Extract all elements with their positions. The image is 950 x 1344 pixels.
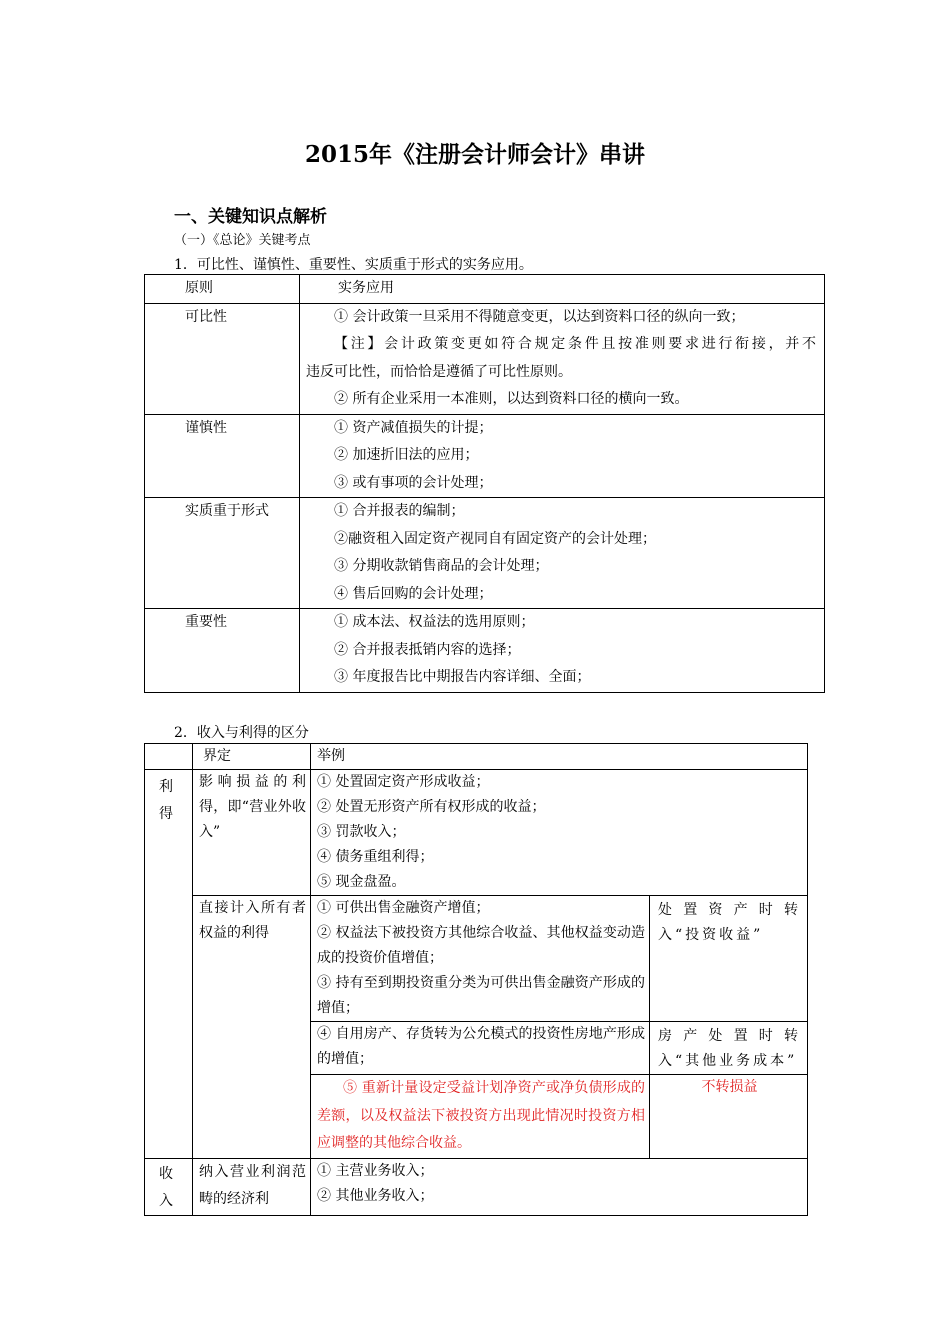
income-examples xyxy=(311,1158,808,1215)
header-principle: 原则 xyxy=(145,275,300,304)
equity-note-3: 不转损益 xyxy=(650,1075,808,1159)
list-item: ⑤ 现金盘盈。 xyxy=(317,874,406,890)
income-gains-table xyxy=(144,743,808,1216)
list-item: ① 处置固定资产形成收益； xyxy=(317,774,490,790)
application-line: ① 合并报表的编制； xyxy=(334,503,465,519)
table-row xyxy=(145,896,808,1022)
list-item: ② 处置无形资产所有权形成的收益； xyxy=(317,799,546,815)
gain-category-label: 利得 xyxy=(145,770,193,1159)
principle-cell: 谨慎性 xyxy=(145,414,300,498)
section-heading: 一、关键知识点解析 xyxy=(174,207,327,227)
equity-examples-group-3: ⑤ 重新计量设定受益计划净资产或净负债形成的差额，以及权益法下被投资方出现此情况时投资方相应调整的其他综合收益。 xyxy=(311,1075,650,1159)
table-row xyxy=(145,770,808,896)
application-line: ① 成本法、权益法的选用原则； xyxy=(334,614,535,630)
application-line: ③ 分期收款销售商品的会计处理； xyxy=(334,558,549,574)
page-title: 2015年《注册会计师会计》串讲 xyxy=(304,141,645,168)
principle-cell: 重要性 xyxy=(145,609,300,693)
gain-equity-definition: 直接计入所有者权益的利得 xyxy=(193,896,311,1159)
subsection-heading: （一）《总论》关键考点 xyxy=(174,233,311,248)
application-line: 违反可比性，而恰恰是遵循了可比性原则。 xyxy=(306,363,572,380)
list-item: ② 其他业务收入； xyxy=(317,1187,434,1204)
table-header-row xyxy=(145,275,825,304)
application-line: ② 所有企业采用一本准则，以达到资料口径的横向一致。 xyxy=(334,391,689,407)
header-definition: 界定 xyxy=(193,744,311,770)
list-item: ③ 持有至到期投资重分类为可供出售金融资产形成的增值； xyxy=(317,975,645,1016)
table-header-row xyxy=(145,744,808,770)
income-definition: 纳入营业利润范畴的经济利 xyxy=(193,1158,311,1215)
application-cell xyxy=(300,498,825,609)
application-line: ③ 或有事项的会计处理； xyxy=(334,474,493,491)
item2-title: 2．收入与利得的区分 xyxy=(174,725,309,741)
list-item: ① 可供出售金融资产增值； xyxy=(317,900,490,916)
table-row xyxy=(145,498,825,609)
income-category-label: 收入 xyxy=(145,1158,193,1215)
application-cell xyxy=(300,609,825,693)
application-line: ① 资产减值损失的计提； xyxy=(334,419,493,436)
item1-title: 1．可比性、谨慎性、重要性、实质重于形式的实务应用。 xyxy=(174,257,533,273)
application-line: ③ 年度报告比中期报告内容详细、全面； xyxy=(334,669,591,685)
application-line: 【注】会计政策变更如符合规定条件且按准则要求进行衔接，并不 xyxy=(334,336,816,352)
equity-note-2: 房产处置时转入“其他业务成本” xyxy=(650,1022,808,1075)
list-item: ③ 罚款收入； xyxy=(317,824,406,840)
application-line: ② 加速折旧法的应用； xyxy=(334,447,479,463)
table-row xyxy=(145,303,825,414)
principle-cell: 实质重于形式 xyxy=(145,498,300,609)
application-line: ② 合并报表抵销内容的选择； xyxy=(334,641,521,658)
application-cell xyxy=(300,303,825,414)
equity-examples-group-1 xyxy=(311,896,650,1022)
application-cell xyxy=(300,414,825,498)
table-row xyxy=(145,609,825,693)
equity-note-1: 处置资产时转入“投资收益” xyxy=(650,896,808,1022)
header-application: 实务应用 xyxy=(300,275,825,304)
principles-table xyxy=(144,274,825,693)
header-examples: 举例 xyxy=(311,744,808,770)
principle-cell: 可比性 xyxy=(145,303,300,414)
list-item: ① 主营业务收入； xyxy=(317,1162,434,1179)
application-line: ②融资租入固定资产视同自有固定资产的会计处理； xyxy=(334,530,656,547)
application-line: ① 会计政策一旦采用不得随意变更，以达到资料口径的纵向一致； xyxy=(334,308,745,325)
table-row xyxy=(145,1158,808,1215)
list-item: ④ 债务重组利得； xyxy=(317,849,434,865)
table-row xyxy=(145,414,825,498)
gain-profit-definition: 影响损益的利得，即“营业外收入” xyxy=(193,770,311,896)
header-blank xyxy=(145,744,193,770)
equity-examples-group-2: ④ 自用房产、存货转为公允模式的投资性房地产形成的增值； xyxy=(311,1022,650,1075)
application-line: ④ 售后回购的会计处理； xyxy=(334,585,493,602)
list-item: ② 权益法下被投资方其他综合收益、其他权益变动造成的投资价值增值； xyxy=(317,925,645,966)
gain-profit-examples xyxy=(311,770,808,896)
